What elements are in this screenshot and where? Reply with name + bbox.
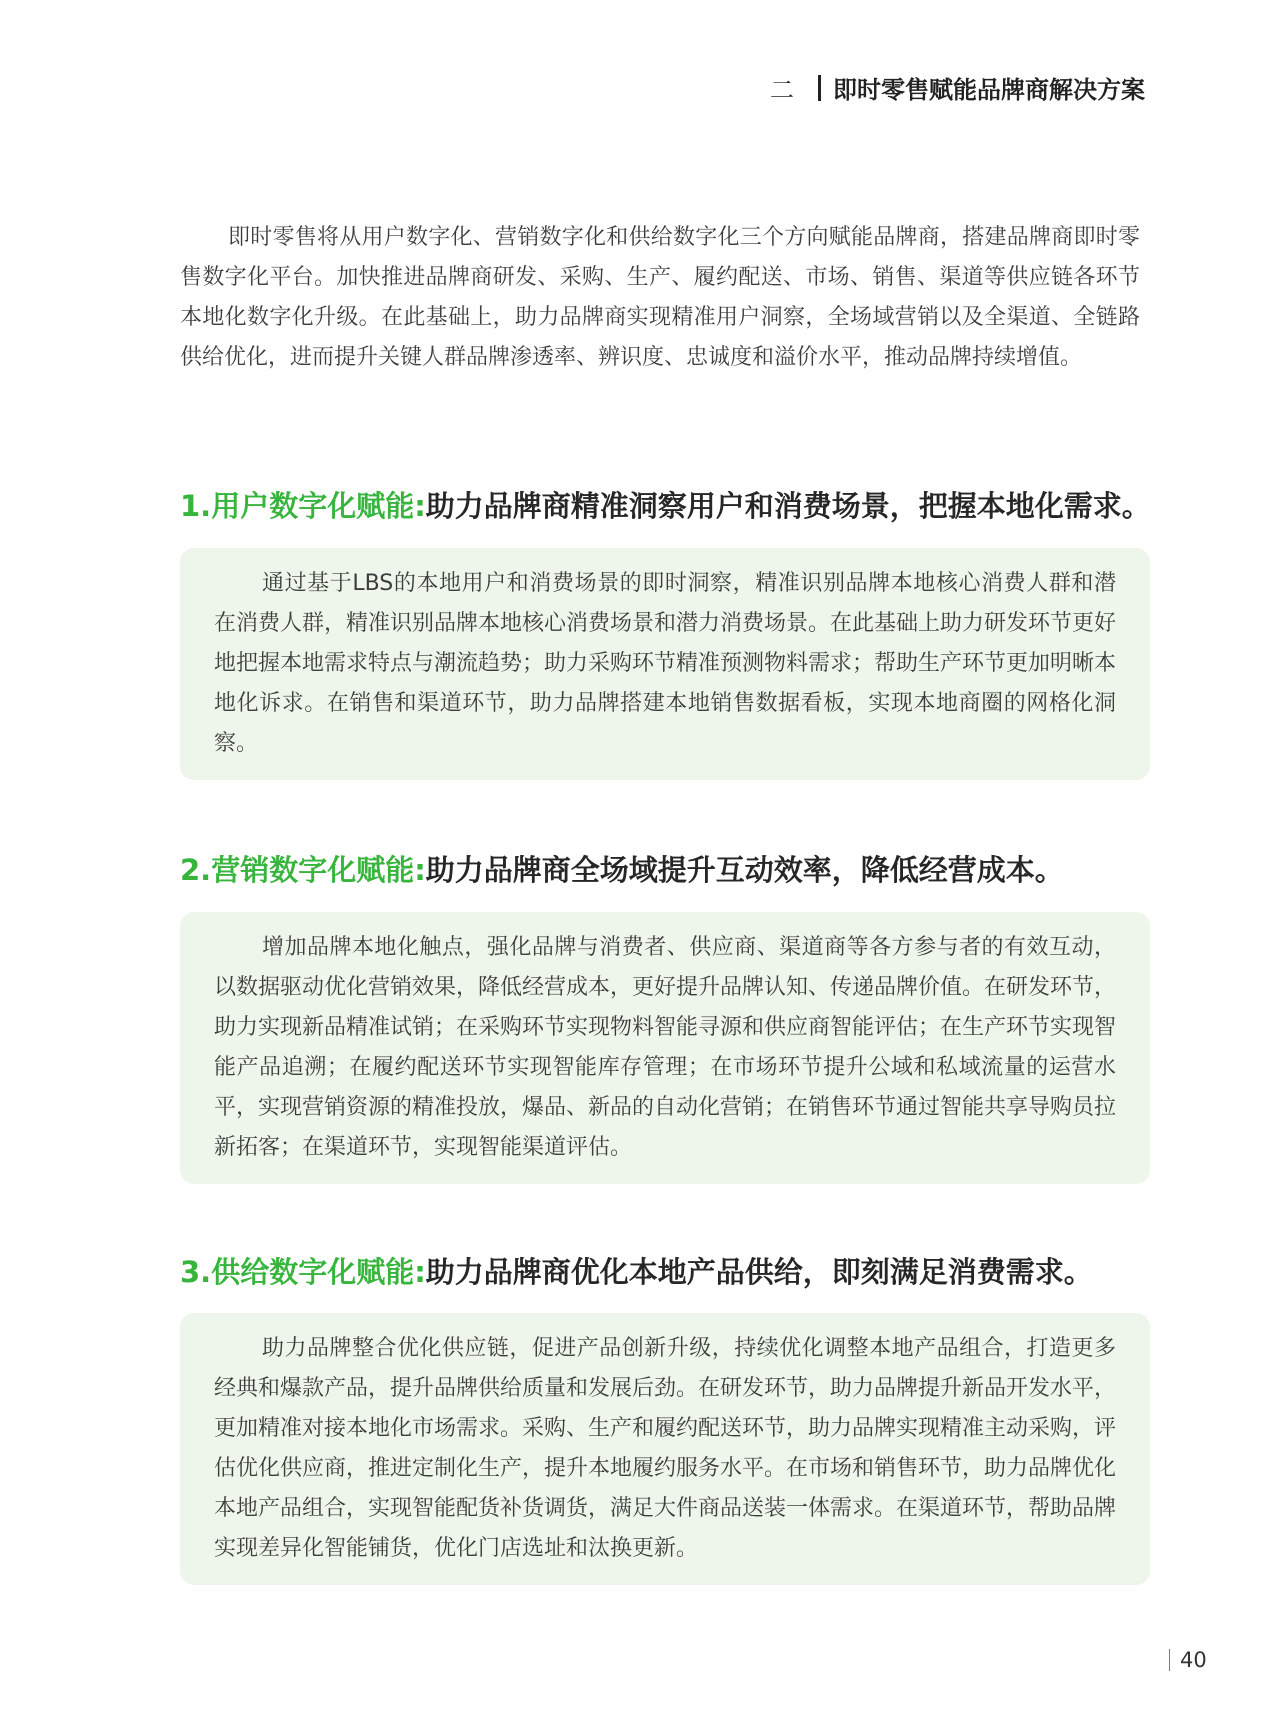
- section-3-label: 3.供给数字化赋能:: [180, 1255, 426, 1289]
- section-2-box: [180, 912, 1150, 1184]
- section-1-box: [180, 548, 1150, 780]
- section-3-body: 助力品牌整合优化供应链，促进产品创新升级，持续优化调整本地产品组合，打造更多经典和爆款产品，提升品牌供给质量和发展后劲。在研发环节，助力品牌提升新品开发水平，更加精准对接本地化市场需求。采购、生产和履约配送环节，助力品牌实现精准主动采购，评估优化供应商，推进定制化生产，提升本地履约服务水平。在市场和销售环节，助力品牌优化本地产品组合，实现智能配货补货调货，满足大件商品送装一体需求。在渠道环节，帮助品牌实现差异化智能铺货，优化门店选址和汰换更新。: [214, 1336, 1117, 1561]
- section-1-title: [180, 484, 1151, 525]
- page-number-value: 40: [1180, 1648, 1207, 1672]
- intro-paragraph: 即时零售将从用户数字化、营销数字化和供给数字化三个方向赋能品牌商，搭建品牌商即时零售数字化平台。加快推进品牌商研发、采购、生产、履约配送、市场、销售、渠道等供应链各环节本地化数字化升级。在此基础上，助力品牌商实现精准用户洞察，全场域营销以及全渠道、全链路供给优化，进而提升关键人群品牌渗透率、辨识度、忠诚度和溢价水平，推动品牌持续增值。: [180, 225, 1140, 370]
- section-2-heading: 助力品牌商全场域提升互动效率，降低经营成本。: [425, 853, 1064, 887]
- section-1-body: 通过基于LBS的本地用户和消费场景的即时洞察，精准识别品牌本地核心消费人群和潜在消费人群，精准识别品牌本地核心消费场景和潜力消费场景。在此基础上助力研发环节更好地把握本地需求特点与潮流趋势；助力采购环节精准预测物料需求；帮助生产环节更加明晰本地化诉求。在销售和渠道环节，助力品牌搭建本地销售数据看板，实现本地商圈的网格化洞察。: [214, 571, 1117, 756]
- section-1-heading: 助力品牌商精准洞察用户和消费场景，把握本地化需求。: [425, 489, 1151, 523]
- header-divider: [818, 75, 821, 101]
- running-header: [770, 70, 1145, 105]
- page-number-divider: [1169, 1649, 1170, 1671]
- page-number: [1169, 1648, 1207, 1672]
- section-2-title: [180, 848, 1064, 889]
- section-3-box: [180, 1313, 1150, 1585]
- section-1-label: 1.用户数字化赋能:: [180, 489, 426, 523]
- chapter-title: 即时零售赋能品牌商解决方案: [833, 76, 1145, 104]
- section-3-heading: 助力品牌商优化本地产品供给，即刻满足消费需求。: [425, 1255, 1093, 1289]
- section-3-title: [180, 1250, 1093, 1291]
- section-2-label: 2.营销数字化赋能:: [180, 853, 426, 887]
- chapter-number: 二: [770, 76, 796, 104]
- section-2-body: 增加品牌本地化触点，强化品牌与消费者、供应商、渠道商等各方参与者的有效互动，以数据驱动优化营销效果，降低经营成本，更好提升品牌认知、传递品牌价值。在研发环节，助力实现新品精准试销；在采购环节实现物料智能寻源和供应商智能评估；在生产环节实现智能产品追溯；在履约配送环节实现智能库存管理；在市场环节提升公域和私域流量的运营水平，实现营销资源的精准投放，爆品、新品的自动化营销；在销售环节通过智能共享导购员拉新拓客；在渠道环节，实现智能渠道评估。: [214, 935, 1117, 1160]
